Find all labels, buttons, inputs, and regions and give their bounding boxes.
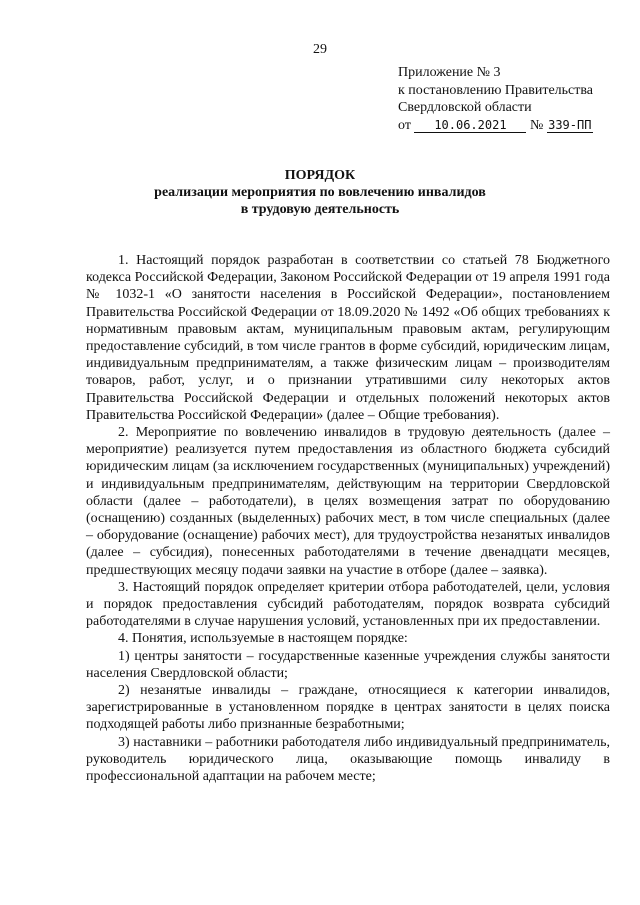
annex-block (398, 64, 633, 134)
paragraph-3: 3. Настоящий порядок определяет критерии отбора работодателей, цели, условия и порядок предоставления субсидий работодателям, порядок возврата субсидий работодателями в случае нарушения условий, установленных при их предоставлении. (86, 579, 610, 630)
paragraph-1: 1. Настоящий порядок разработан в соответствии со статьей 78 Бюджетного кодекса Российской Федерации, Законом Российской Федерации от 19 апреля 1991 года № 1032-1 «О занятости населения в Российской Федерации», постановлением Правительства Российской Федерации от 18.09.2020 № 1492 «Об общих требованиях к нормативным правовым актам, муниципальным правовым актам, регулирующим предоставление субсидий, в том числе грантов в форме субсидий, юридическим лицам, индивидуальным предпринимателям, а также физическим лицам – производителям товаров, работ, услуг, и о признании утратившими силу некоторых актов Правительства Российской Федерации и отдельных положений некоторых актов Правительства Российской Федерации» (далее – Общие требования). (86, 253, 610, 423)
paragraph-2: 2. Мероприятие по вовлечению инвалидов в трудовую деятельность (далее – мероприятие) реализуется путем предоставления из областного бюджета субсидий юридическим лицам (за исключением государственных (муниципальных) учреждений) и индивидуальным предпринимателям, действующим на территории Свердловской области (далее – работодатели), в целях возмещения затрат по оборудованию (оснащению) созданных (выделенных) рабочих мест, в том числе специальных (далее – оборудование (оснащение) рабочих мест), для трудоустройства незанятых инвалидов (далее – субсидия), понесенных работодателями в течение двенадцати месяцев, предшествующих месяцу подачи заявки на участие в отборе (далее – заявка). (86, 425, 610, 578)
page-number: 29 (313, 42, 327, 57)
annex-date-line (398, 117, 633, 135)
title-line-1: ПОРЯДОК (284, 168, 356, 183)
date-prefix: от (398, 117, 411, 133)
annex-line-3: Свердловской области (398, 100, 532, 115)
annex-line-1: Приложение № 3 (398, 65, 501, 80)
paragraph-4-item-3: 3) наставники – работники работодателя либо индивидуальный предприниматель, руководитель юридического лица, оказывающие помощь инвалиду в профессиональной адаптации на рабочем месте; (86, 734, 610, 785)
document-title (0, 167, 640, 218)
document-body (86, 252, 610, 785)
number-prefix: № (529, 117, 544, 133)
paragraph-4-item-1: 1) центры занятости – государственные казенные учреждения службы занятости населения Свердловской области; (86, 648, 610, 681)
decree-number: 339-ПП (548, 117, 592, 132)
title-line-3: в трудовую деятельность (240, 202, 400, 217)
paragraph-4: 4. Понятия, используемые в настоящем порядке: (118, 631, 408, 647)
paragraph-4-item-2: 2) незанятые инвалиды – граждане, относящиеся к категории инвалидов, зарегистрированные в установленном порядке в центрах занятости в целях поиска подходящей работы либо признанные безработными; (86, 683, 610, 733)
annex-line-2: к постановлению Правительства (398, 82, 594, 98)
title-line-2: реализации мероприятия по вовлечению инвалидов (154, 185, 486, 200)
decree-date: 10.06.2021 (414, 118, 526, 133)
